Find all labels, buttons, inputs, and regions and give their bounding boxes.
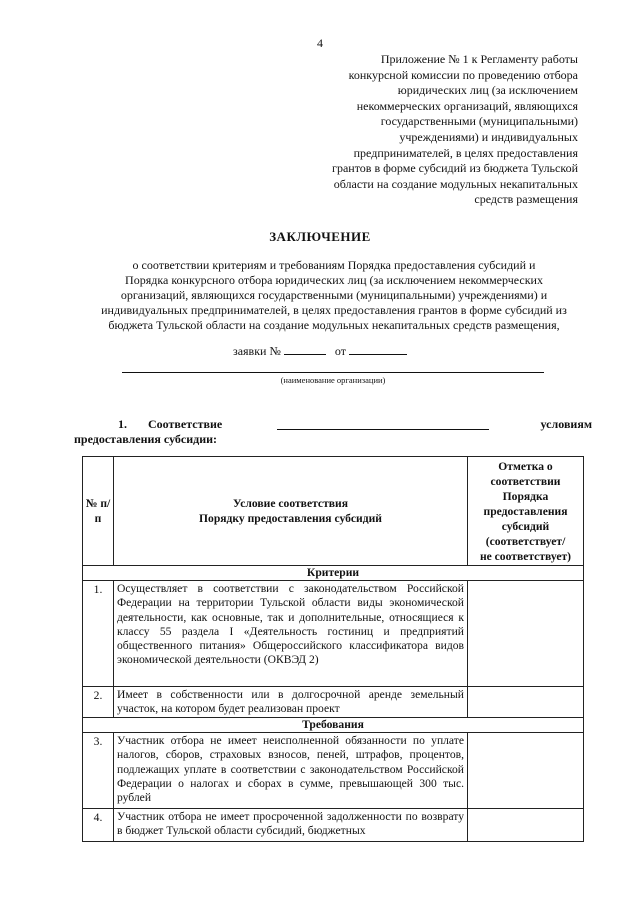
section-row-requirements <box>83 718 584 733</box>
row-num: 1. <box>83 581 114 687</box>
row-condition: Осуществляет в соответствии с законодательством Российской Федерации на территории Тульской области виды экономической деятельности, как основные, так и дополнительные, относящиеся к классу 55 раздела I «Деятельность гостиниц и предприятий общественного питания» Общероссийского классификатора видов экономической деятельности (ОКВЭД 2) <box>114 581 468 687</box>
header-mark-line: предоставления <box>483 504 568 518</box>
section-continuation: предоставления субсидии: <box>74 432 218 446</box>
document-subtitle <box>96 258 572 333</box>
annex-line: Приложение № 1 к Регламенту работы <box>380 52 578 66</box>
section-row-criteria <box>83 566 584 581</box>
row-mark-cell[interactable] <box>468 581 584 687</box>
table-row <box>83 733 584 809</box>
organization-name-line[interactable] <box>122 372 544 373</box>
application-number-label: заявки № <box>232 344 281 358</box>
subtitle-line: Порядка конкурсного отбора юридических лиц (за исключением некоммерческих <box>125 273 543 287</box>
table-header-row <box>83 457 584 566</box>
header-condition-line: Порядку предоставления субсидий <box>199 512 382 525</box>
header-num: № п/п <box>83 457 114 566</box>
document-title: ЗАКЛЮЧЕНИЕ <box>269 229 371 244</box>
criteria-label: Критерии <box>83 566 584 581</box>
application-number-field[interactable] <box>284 344 326 355</box>
application-date-field[interactable] <box>349 344 407 355</box>
row-num: 3. <box>83 733 114 809</box>
row-mark-cell[interactable] <box>468 687 584 718</box>
application-line <box>0 344 640 359</box>
requirements-label: Требования <box>83 718 584 733</box>
annex-line: средств размещения <box>474 192 578 207</box>
organization-caption: (наименование организации) <box>280 375 386 385</box>
row-condition: Участник отбора не имеет просроченной задолженности по возврату в бюджет Тульской области субсидий, бюджетных <box>114 809 468 842</box>
page-number: 4 <box>317 36 323 50</box>
header-mark <box>468 457 584 566</box>
header-mark-line: Отметка о <box>498 459 553 473</box>
annex-line: предпринимателей, в целях предоставления <box>353 145 578 160</box>
header-mark-line: не соответствует) <box>479 549 572 563</box>
row-condition: Имеет в собственности или в долгосрочной аренде земельный участок, на котором будет реализован проект <box>114 687 468 718</box>
conditions-table <box>82 456 584 842</box>
subtitle-line: бюджета Тульской области на создание модульных некапитальных средств размещения, <box>108 318 560 332</box>
row-num: 2. <box>83 687 114 718</box>
row-mark-cell[interactable] <box>468 733 584 809</box>
table-row <box>83 581 584 687</box>
table-row <box>83 809 584 842</box>
header-mark-line: субсидий <box>501 519 550 533</box>
section-word-right: условиям <box>540 417 592 431</box>
subtitle-line: о соответствии критериям и требованиям Порядка предоставления субсидий и <box>132 258 536 272</box>
header-mark-line: Порядка <box>502 489 549 503</box>
annex-line: грантов в форме субсидий из бюджета Тульской <box>332 161 578 176</box>
annex-line: области на создание модульных некапитальных <box>333 176 578 191</box>
section-number: 1. <box>118 417 127 431</box>
row-num: 4. <box>83 809 114 842</box>
table-row <box>83 687 584 718</box>
annex-header <box>278 52 578 208</box>
section-blank-line[interactable] <box>277 429 489 430</box>
annex-line: некоммерческих организаций, являющихся <box>356 98 578 113</box>
header-mark-line: (соответствует/ <box>485 534 566 548</box>
header-mark-line: соответствии <box>490 474 561 488</box>
row-mark-cell[interactable] <box>468 809 584 842</box>
header-condition-line: Условие соответствия <box>233 497 348 510</box>
section-word-left: Соответствие <box>148 417 223 431</box>
header-condition <box>114 457 468 566</box>
annex-line: юридических лиц (за исключением <box>397 83 578 98</box>
annex-line: государственными (муниципальными) <box>380 114 578 129</box>
row-condition: Участник отбора не имеет неисполненной обязанности по уплате налогов, сборов, страховых взносов, пеней, штрафов, процентов, подлежащих уплате в соответствии с законодательством Российской Федерации о налогах и сборах в сумме, превышающей 300 тыс. рублей <box>114 733 468 809</box>
subtitle-line: индивидуальных предпринимателей, в целях предоставления грантов в форме субсидий из <box>101 303 567 317</box>
application-date-label: от <box>334 344 347 358</box>
subtitle-line: организаций, являющихся государственными (муниципальными) учреждениями) и <box>120 288 548 302</box>
annex-line: учреждениями) и индивидуальных <box>399 129 578 144</box>
annex-line: конкурсной комиссии по проведению отбора <box>348 67 578 82</box>
